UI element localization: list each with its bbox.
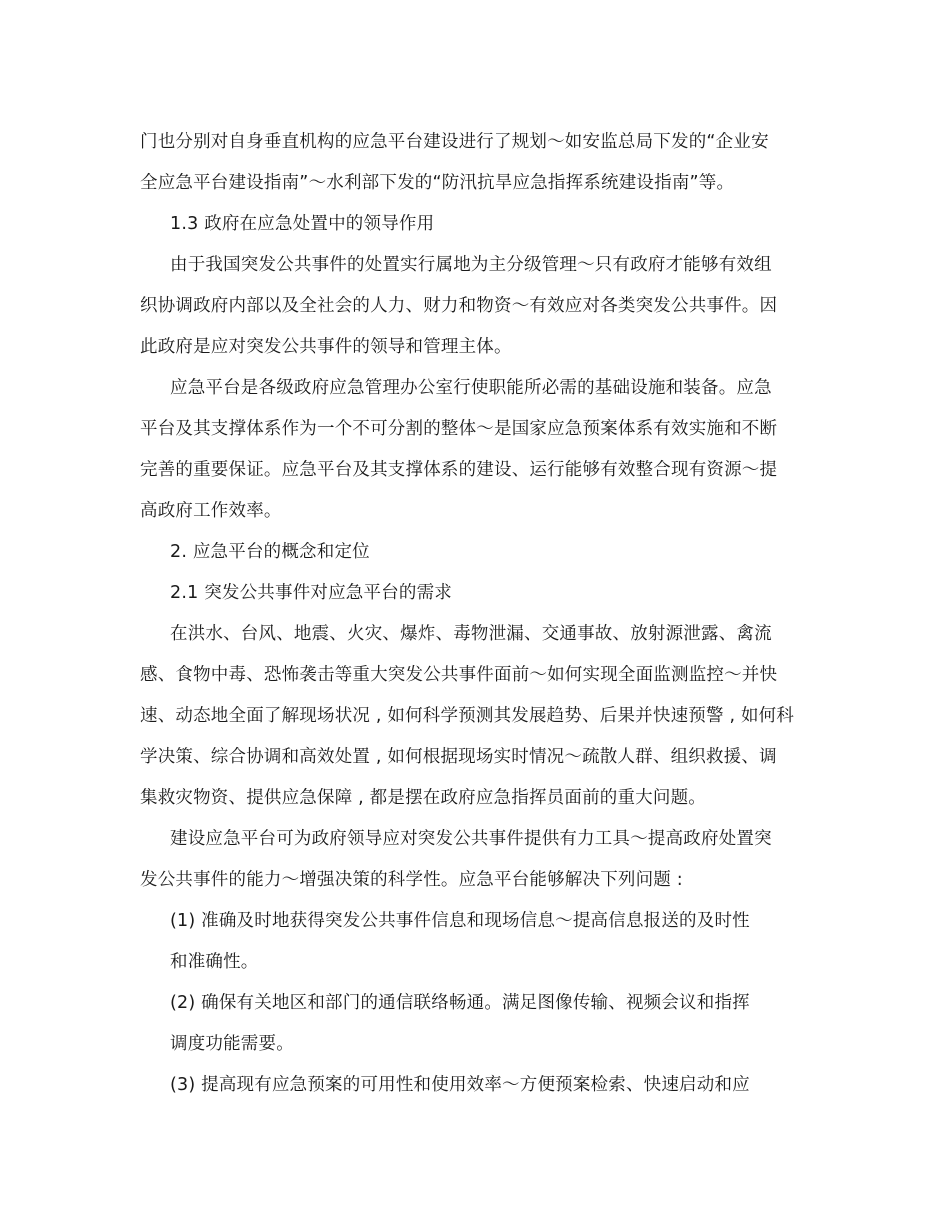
- text-line: 发公共事件的能力～增强决策的科学性。应急平台能够解决下列问题 :: [140, 870, 683, 890]
- section-heading: 2. 应急平台的概念和定位: [170, 542, 370, 562]
- text-line: 集救灾物资、提供应急保障 , 都是摆在政府应急指挥员面前的重大问题。: [140, 788, 706, 808]
- list-item-continuation: 和准确性。: [170, 952, 259, 972]
- text-line: 感、食物中毒、恐怖袭击等重大突发公共事件面前～如何实现全面监测监控～并快: [140, 665, 778, 685]
- text-line: 在洪水、台风、地震、火灾、爆炸、毒物泄漏、交通事故、放射源泄露、禽流: [170, 624, 772, 644]
- text-line: 高政府工作效率。: [140, 501, 282, 521]
- text-line: 应急平台是各级政府应急管理办公室行使职能所必需的基础设施和装备。应急: [170, 378, 772, 398]
- text-line: 速、动态地全面了解现场状况 , 如何科学预测其发展趋势、后果并快速预警 , 如何科: [140, 706, 795, 726]
- list-item: (1) 准确及时地获得突发公共事件信息和现场信息～提高信息报送的及时性: [170, 911, 750, 931]
- text-line: 学决策、综合协调和高效处置 , 如何根据现场实时情况～疏散人群、组织救援、调: [140, 747, 777, 767]
- text-line: 由于我国突发公共事件的处置实行属地为主分级管理～只有政府才能够有效组: [170, 255, 772, 275]
- text-line: 全应急平台建设指南”～水利部下发的“防汛抗旱应急指挥系统建设指南”等。: [140, 173, 735, 193]
- text-line: 此政府是应对突发公共事件的领导和管理主体。: [140, 337, 512, 357]
- text-line: 建设应急平台可为政府领导应对突发公共事件提供有力工具～提高政府处置突: [170, 829, 772, 849]
- text-line: 门也分别对自身垂直机构的应急平台建设进行了规划～如安监总局下发的“企业安: [140, 132, 769, 152]
- text-line: 平台及其支撑体系作为一个不可分割的整体～是国家应急预案体系有效实施和不断: [140, 419, 778, 439]
- list-item: (3) 提高现有应急预案的可用性和使用效率～方便预案检索、快速启动和应: [170, 1075, 750, 1095]
- text-line: 织协调政府内部以及全社会的人力、财力和物资～有效应对各类突发公共事件。因: [140, 296, 778, 316]
- text-line: 完善的重要保证。应急平台及其支撑体系的建设、运行能够有效整合现有资源～提: [140, 460, 778, 480]
- list-item-continuation: 调度功能需要。: [170, 1034, 294, 1054]
- section-heading: 1.3 政府在应急处置中的领导作用: [170, 214, 435, 234]
- section-heading: 2.1 突发公共事件对应急平台的需求: [170, 583, 452, 603]
- list-item: (2) 确保有关地区和部门的通信联络畅通。满足图像传输、视频会议和指挥: [170, 993, 750, 1013]
